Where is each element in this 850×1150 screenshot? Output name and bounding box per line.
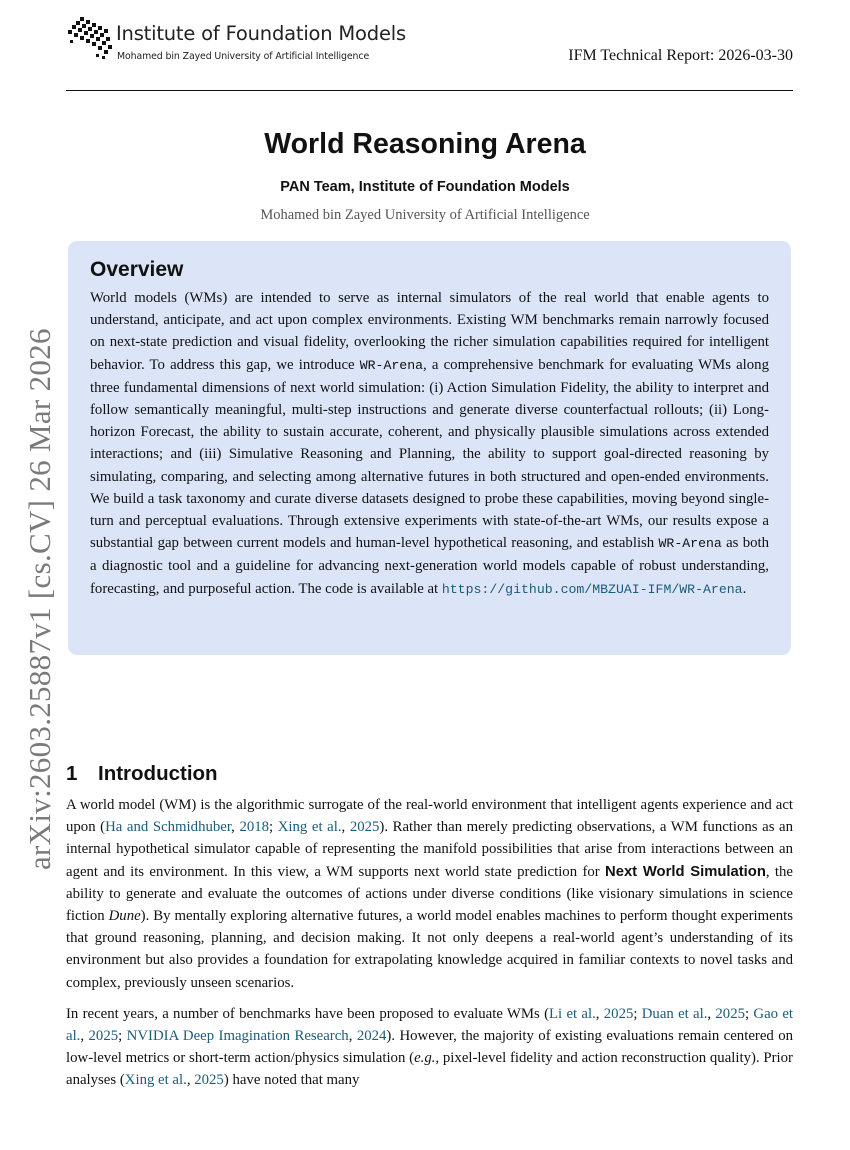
- citation-link[interactable]: Xing et al.: [277, 819, 342, 836]
- body-text: ;: [269, 819, 278, 836]
- citation-link[interactable]: Xing et al.: [124, 1072, 187, 1089]
- overview-text: as both a diagnostic tool and a guideline for advancing next-generation world models capable of robust understanding, forecasting, and purposeful action. The code is available at: [90, 535, 770, 597]
- body-text: ,: [341, 819, 350, 836]
- citation-link[interactable]: 2025: [88, 1028, 119, 1045]
- overview-body: [90, 287, 769, 601]
- body-text: ;: [745, 1005, 754, 1022]
- institute-logo-icon: [66, 16, 114, 60]
- affiliation: Mohamed bin Zayed University of Artificial Intelligence: [260, 207, 590, 223]
- citation-link[interactable]: 2024: [356, 1028, 387, 1045]
- introduction-section: [66, 760, 793, 1101]
- body-text: ;: [118, 1028, 127, 1045]
- section-heading: [66, 760, 793, 788]
- logo-title: Institute of Foundation Models: [116, 22, 406, 45]
- benchmark-name: WR-Arena: [658, 536, 722, 552]
- citation-link[interactable]: 2025: [194, 1072, 224, 1089]
- arxiv-stamp: arXiv:2603.25887v1 [cs.CV] 26 Mar 2026: [22, 328, 57, 870]
- citation-link[interactable]: Duan et al.: [641, 1005, 708, 1022]
- body-text: ). By mentally exploring alternative futures, a world model enables machines to perform thought experiments that ground reasoning, planning, and decision making. It not only deepens a real-world agent’s understanding of its environment but also provides a foundation for extrapolating knowledge acquired in familiar contexts to novel tasks and complex, previously unseen scenarios.: [66, 908, 793, 991]
- section-title: Introduction: [98, 762, 218, 785]
- report-id: IFM Technical Report: 2026-03-30: [568, 47, 793, 64]
- body-text: ,: [707, 1005, 716, 1022]
- intro-paragraph-1: [66, 794, 793, 994]
- overview-text: .: [742, 580, 747, 597]
- body-text: ,: [80, 1028, 89, 1045]
- citation-link[interactable]: 2025: [603, 1005, 634, 1022]
- overview-text: World models (WMs) are intended to serve as internal simulators of the real world that enable agents to understand, anticipate, and act upon complex environments. Existing WM benchmarks remain narrowly focused on next-state prediction and visual fidelity, overlooking the richer simulation capabilities required for intelligent behavior. To address this gap, we introduce: [90, 290, 769, 373]
- overview-heading: Overview: [90, 258, 184, 281]
- citation-link[interactable]: 2025: [349, 819, 380, 836]
- body-text: ). Rather than merely predicting observations, a WM functions as an internal hypothetical simulator capable of representing the manifold possibilities that arise from interactions between an agent and its environment. In this view, a WM supports next world state prediction for: [66, 819, 793, 880]
- logo-subtitle: Mohamed bin Zayed University of Artificial Intelligence: [117, 51, 370, 62]
- body-text: ;: [633, 1005, 642, 1022]
- citation-link[interactable]: Gao et al.: [66, 1005, 793, 1045]
- italic-term: e.g.,: [414, 1050, 440, 1067]
- overview-text: , a comprehensive benchmark for evaluating WMs along three fundamental dimensions of next world simulation: (i) Action Simulation Fidelity, the ability to interpret and follow semantically meaningful, multi-step instructions and generate diverse counterfactual rollouts; (ii) Long-horizon Forecast, the ability to sustain accurate, coherent, and physically plausible simulations across extended interactions; and (iii) Simulative Reasoning and Planning, the ability to support goal-directed reasoning by simulating, comparing, and selecting among alternative futures in both structured and open-ended environments. We build a task taxonomy and curate diverse datasets designed to probe these capabilities, moving beyond single-turn and perceptual evaluations. Through extensive experiments with state-of-the-art WMs, our results expose a substantial gap between current models and human-level hypothetical reasoning, and establish: [90, 356, 769, 552]
- header-rule: [66, 90, 793, 91]
- body-text: ). However, the majority of existing evaluations remain centered on low-level metrics or short-term action/physics simulation (: [66, 1028, 794, 1067]
- code-link[interactable]: https://github.com/MBZUAI-IFM/WR-Arena: [441, 581, 743, 597]
- citation-link[interactable]: Li et al.: [549, 1005, 596, 1022]
- paper-title: World Reasoning Arena: [264, 128, 586, 160]
- citation-link[interactable]: Ha and Schmidhuber: [105, 819, 232, 836]
- citation-link[interactable]: 2018: [239, 819, 270, 836]
- overview-box: [68, 241, 791, 655]
- body-text: ) have noted that many: [223, 1072, 360, 1089]
- body-text: , the ability to generate and evaluate the outcomes of actions under diverse conditions (like visionary simulations in science fiction: [66, 863, 793, 925]
- body-text: ,: [186, 1072, 195, 1089]
- authors: PAN Team, Institute of Foundation Models: [280, 179, 570, 195]
- body-text: A world model (WM) is the algorithmic surrogate of the real-world environment that intelligent agents experience and act upon (: [66, 797, 793, 836]
- body-text: In recent years, a number of benchmarks have been proposed to evaluate WMs (: [66, 1005, 550, 1022]
- body-text: ,: [595, 1005, 604, 1022]
- benchmark-name: WR-Arena: [359, 357, 424, 373]
- italic-term: Dune: [108, 908, 141, 925]
- body-text: pixel-level fidelity and action reconstruction quality). Prior analyses (: [66, 1050, 793, 1089]
- body-text: ,: [231, 819, 240, 836]
- page-header: [66, 14, 793, 76]
- citation-link[interactable]: NVIDIA Deep Imagination Research: [126, 1028, 349, 1045]
- body-text: ,: [348, 1028, 357, 1045]
- intro-paragraph-2: [66, 1003, 793, 1092]
- emphasis-term: Next World Simulation: [605, 863, 766, 880]
- citation-link[interactable]: 2025: [715, 1005, 745, 1022]
- section-number: 1: [66, 762, 78, 785]
